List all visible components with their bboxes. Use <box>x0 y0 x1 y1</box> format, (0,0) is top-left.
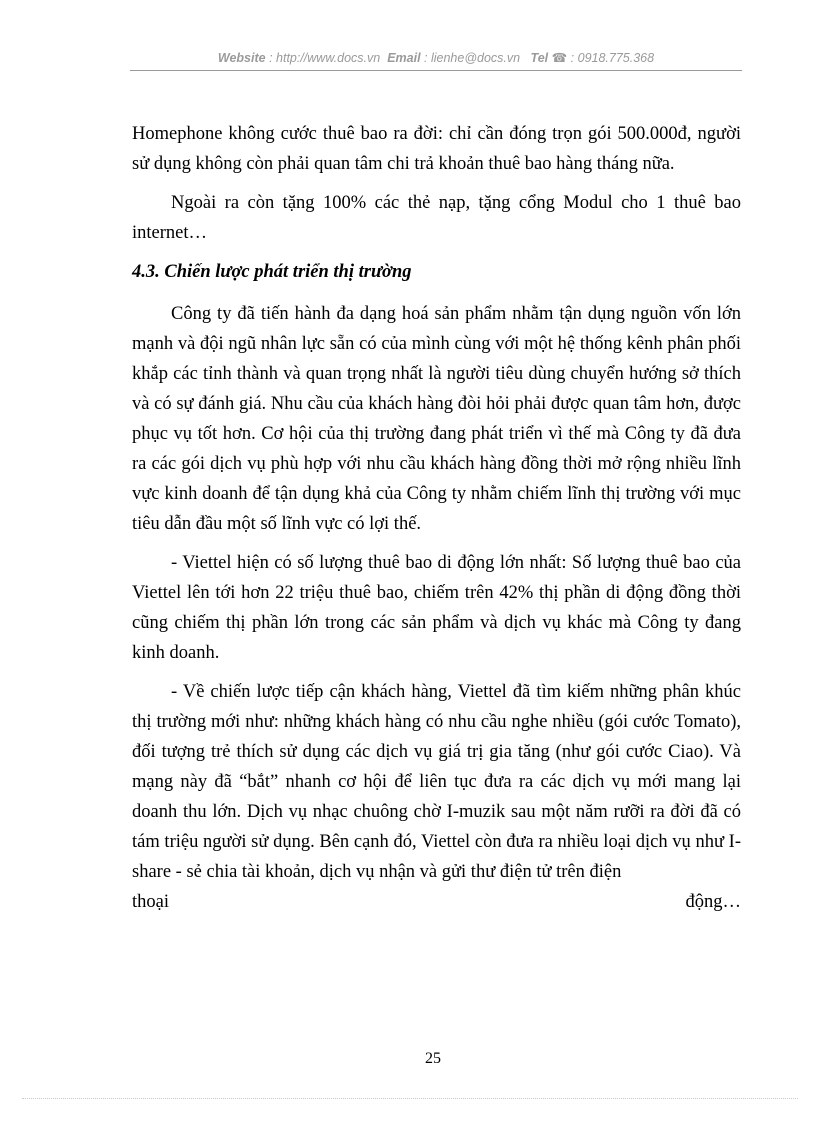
paragraph-last-line <box>132 887 741 917</box>
website-url[interactable]: http://www.docs.vn <box>276 51 381 65</box>
paragraph-promotions: Ngoài ra còn tặng 100% các thẻ nạp, tặng cổng Modul cho 1 thuê bao internet… <box>132 193 741 243</box>
paragraph-subscribers: - Viettel hiện có số lượng thuê bao di động lớn nhất: Số lượng thuê bao của Viettel lên tới hơn 22 triệu thuê bao, chiếm trên 42% thị phần di động đồng thời cũng chiếm thị phần lớn trong các sản phẩm và dịch vụ khác mà Công ty đang kinh doanh. <box>132 553 741 663</box>
paragraph-strategy: Công ty đã tiến hành đa dạng hoá sản phẩm nhằm tận dụng nguồn vốn lớn mạnh và đội ngũ nhân lực sẵn có của mình cùng với một hệ thống kênh phân phối khắp các tỉnh thành và quan trọng nhất là người tiêu dùng chuyển hướng sở thích và có sự đánh giá. Nhu cầu của khách hàng đòi hỏi phải được quan tâm hơn, được phục vụ tốt hơn. Cơ hội của thị trường đang phát triển vì thế mà Công ty đã đưa ra các gói dịch vụ phù hợp với nhu cầu khách hàng đồng thời mở rộng nhiều lĩnh vực kinh doanh để tận dụng khả của Công ty nhằm chiếm lĩnh thị trường với mục tiêu dẫn đầu một số lĩnh vực có lợi thế. <box>132 304 741 534</box>
website-label: Website <box>217 51 266 65</box>
paragraph-homephone: Homephone không cước thuê bao ra đời: chỉ cần đóng trọn gói 500.000đ, người sử dụng không còn phải quan tâm chi trả khoản thuê bao hàng tháng nữa. <box>132 124 741 174</box>
phone-icon: ☎ <box>551 51 568 65</box>
header-divider <box>130 70 742 71</box>
email-label: Email <box>387 51 421 65</box>
paragraph-customer-approach: - Về chiến lược tiếp cận khách hàng, Viettel đã tìm kiếm những phân khúc thị trường mới như: những khách hàng có nhu cầu nghe nhiều (gói cước Tomato), đối tượng trẻ thích sử dụng các dịch vụ giá trị gia tăng (như gói cước Ciao). Và mạng này đã “bắt” nhanh cơ hội để liên tục đưa ra các dịch vụ mới mang lại doanh thu lớn. Dịch vụ nhạc chuông chờ I-muzik sau một năm rưỡi ra đời đã có tám triệu người sử dụng. Bên cạnh đó, Viettel còn đưa ra nhiều loại dịch vụ như I-share - sẻ chia tài khoản, dịch vụ nhận và gửi thư điện tử trên điện <box>132 682 741 882</box>
document-body <box>132 119 741 917</box>
tel-label: Tel <box>530 51 549 65</box>
tel-number: 0918.775.368 <box>577 51 655 65</box>
last-line-right: động… <box>685 892 741 912</box>
email-address[interactable]: lienhe@docs.vn <box>430 51 521 65</box>
section-heading: 4.3. Chiến lược phát triển thị trường <box>132 262 412 282</box>
footer-divider <box>22 1098 798 1099</box>
page-header: Website : http://www.docs.vn Email : lienhe@docs.vn Tel ☎ : 0918.775.368 <box>217 51 655 65</box>
last-line-left: thoại <box>132 892 169 912</box>
page-number: 25 <box>425 1050 441 1067</box>
